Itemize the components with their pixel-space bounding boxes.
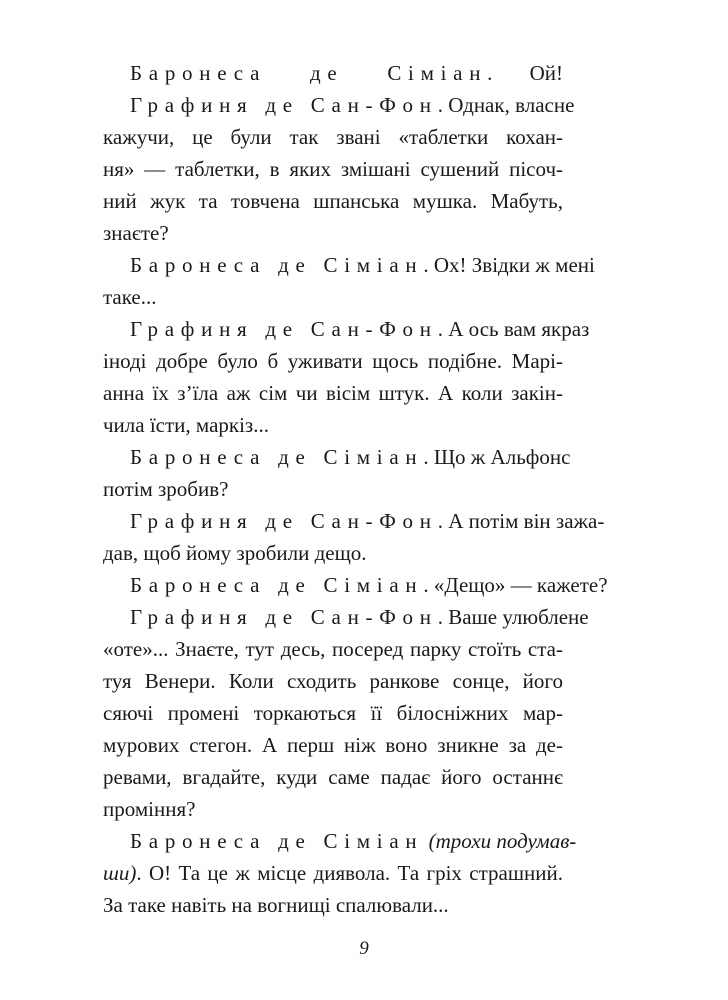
- speaker-name: Графиня де Сан-Фон: [130, 509, 438, 533]
- line-text: . Ой!: [487, 61, 563, 85]
- text-line: [130, 604, 589, 630]
- text-line: кажучи, це були так звані «таблетки кохан-: [103, 125, 563, 149]
- line-text: . О! Та це ж місце диявола. Та гріх страшний.: [136, 861, 563, 885]
- text-line: іноді добре було б уживати щось подібне. Марі-: [103, 349, 563, 373]
- text-line: проміння?: [103, 797, 196, 821]
- text-line: дав, щоб йому зробили дещо.: [103, 541, 367, 565]
- line-text: . «Дещо» — кажете?: [423, 573, 608, 597]
- text-line: туя Венери. Коли сходить ранкове сонце, його: [103, 669, 563, 693]
- text-line: «оте»... Знаєте, тут десь, посеред парку стоїть ста-: [103, 637, 563, 661]
- line-text: . А ось вам якраз: [437, 317, 590, 341]
- text-line: [130, 252, 595, 278]
- text-line: сяючі промені торкаються її білосніжних мар-: [103, 701, 563, 725]
- page-number: 9: [359, 938, 369, 959]
- text-line: [130, 828, 577, 854]
- text-line: [130, 444, 571, 470]
- text-line: ревами, вгадайте, куди саме падає його останнє: [103, 765, 563, 789]
- text-line: мурових стегон. А перш ніж воно зникне за де-: [103, 733, 563, 757]
- text-line: [130, 60, 563, 86]
- line-text: . Однак, власне: [437, 93, 575, 117]
- text-line: ний жук та товчена шпанська мушка. Мабуть,: [103, 189, 563, 213]
- text-line: потім зробив?: [103, 477, 229, 501]
- speaker-name: Баронеса де Сіміан: [130, 253, 424, 277]
- text-line: [130, 92, 575, 118]
- text-line: [103, 860, 563, 886]
- text-line: таке...: [103, 285, 157, 309]
- line-text: . А потім він зажа-: [437, 509, 605, 533]
- text-line: [130, 508, 605, 534]
- text-line: [130, 572, 608, 598]
- line-text: . Що ж Альфонс: [423, 445, 571, 469]
- text-line: [130, 316, 590, 342]
- line-text: . Ваше улюблене: [437, 605, 589, 629]
- speaker-name: Баронеса де Сіміан: [130, 61, 488, 85]
- text-line: чила їсти, маркіз...: [103, 413, 269, 437]
- text-line: ня» — таблетки, в яких змішані сушений пісоч-: [103, 157, 563, 181]
- speaker-name: Графиня де Сан-Фон: [130, 93, 438, 117]
- line-text: . Ох! Звідки ж мені: [423, 253, 595, 277]
- stage-direction: ши): [103, 861, 137, 885]
- text-line: знаєте?: [103, 221, 169, 245]
- text-line: анна їх з’їла аж сім чи вісім штук. А коли закін-: [103, 381, 563, 405]
- speaker-name: Баронеса де Сіміан: [130, 573, 424, 597]
- speaker-name: Графиня де Сан-Фон: [130, 317, 438, 341]
- speaker-name: Баронеса де Сіміан: [130, 829, 424, 853]
- speaker-name: Баронеса де Сіміан: [130, 445, 424, 469]
- speaker-name: Графиня де Сан-Фон: [130, 605, 438, 629]
- text-line: За таке навіть на вогнищі спалювали...: [103, 893, 449, 917]
- stage-direction: (трохи подумав-: [423, 829, 577, 853]
